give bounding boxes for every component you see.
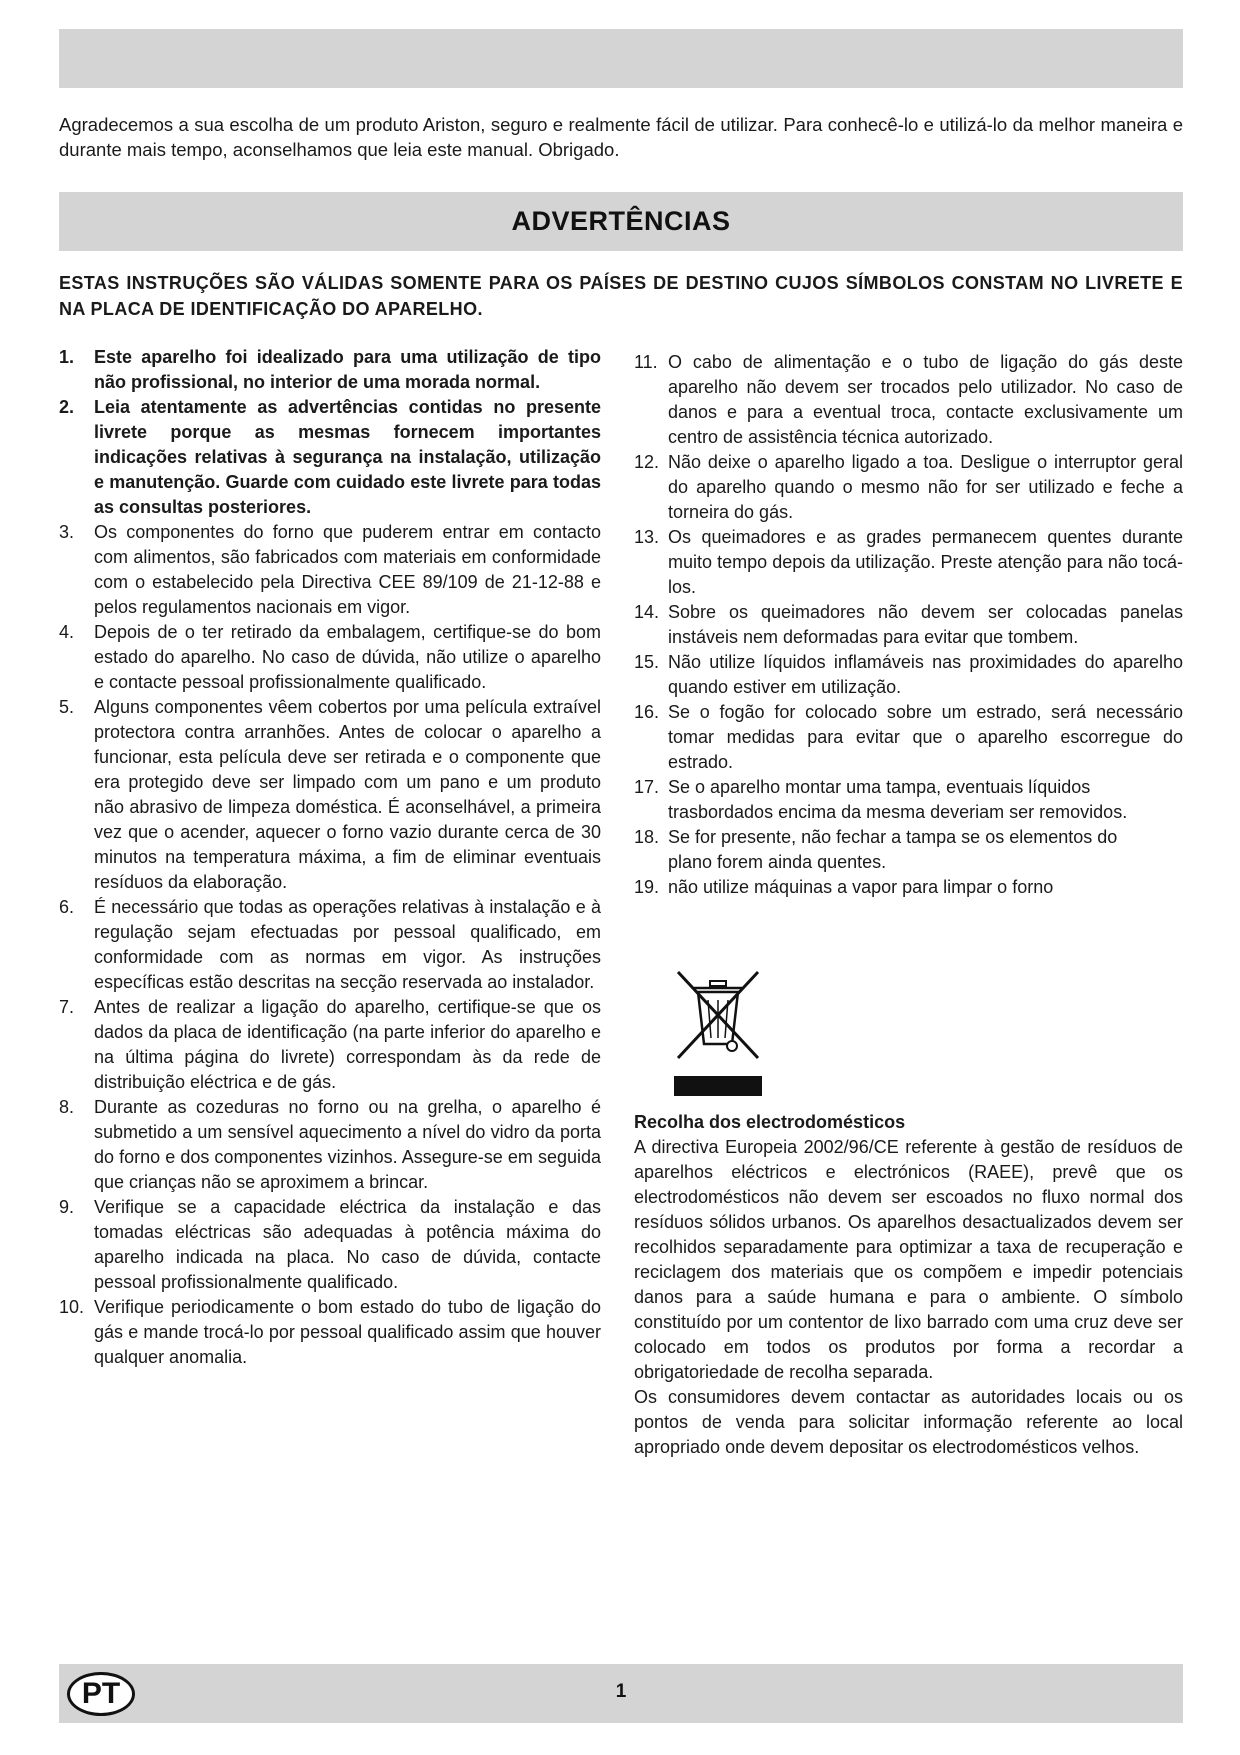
recycling-section [634, 1110, 1183, 1460]
list-item-text: Depois de o ter retirado da embalagem, certifique-se do bom estado do aparelho. No caso de dúvida, não utilize o aparelho e contacte pessoal profissionalmente qualificado. [94, 622, 601, 692]
list-item [59, 1195, 601, 1295]
list-item [634, 450, 1183, 525]
list-item-number: 17. [634, 777, 660, 797]
list-item [59, 1095, 601, 1195]
recycling-paragraph: Os consumidores devem contactar as autoridades locais ou os pontos de venda para solicitar informação referente ao local apropriado onde devem depositar os electrodomésticos velhos. [634, 1387, 1183, 1457]
list-item-text: Verifique se a capacidade eléctrica da instalação e das tomadas eléctricas são adequadas à potência máxima do aparelho indicada na placa. No caso de dúvida, contacte pessoal profissionalmente qualificado. [94, 1197, 601, 1292]
list-item-number: 15. [634, 652, 660, 672]
list-item-text: Leia atentamente as advertências contidas no presente livrete porque as mesmas fornecem importantes indicações relativas à segurança na instalação, utilização e manutenção. Guarde com cuidado este livrete para todas as consultas posteriores. [94, 397, 601, 517]
warnings-list-left [59, 345, 601, 1370]
validity-notice: ESTAS INSTRUÇÕES SÃO VÁLIDAS SOMENTE PARA OS PAÍSES DE DESTINO CUJOS SÍMBOLOS CONSTAM NO LIVRETE E NA PLACA DE IDENTIFICAÇÃO DO APARELHO. [59, 273, 1183, 319]
list-item [59, 620, 601, 695]
list-item-text: Não utilize líquidos inflamáveis nas proximidades do aparelho quando estiver em utilização. [668, 652, 1183, 697]
list-item-text: Alguns componentes vêem cobertos por uma película extraível protectora contra arranhões. Antes de colocar o aparelho a funcionar, esta película deve ser retirada e o componente que era protegido deve ser limpado com um pano e um produto não abrasivo de limpeza doméstica. É aconselhável, a primeira vez que o acender, aquecer o forno vazio durante cerca de 30 minutos na temperatura máxima, a fim de eliminar eventuais resíduos da elaboração. [94, 697, 601, 892]
list-item-text: Antes de realizar a ligação do aparelho, certifique-se que os dados da placa de identificação (na parte inferior do aparelho e na última página do livrete) correspondam às da rede de distribuição eléctrica e de gás. [94, 997, 601, 1092]
list-item-text: O cabo de alimentação e o tubo de ligação do gás deste aparelho não devem ser trocados pelo utilizador. No caso de danos e para a eventual troca, contacte exclusivamente um centro de assistência técnica autorizado. [668, 352, 1183, 447]
list-item-number: 19. [634, 877, 660, 897]
list-item-number: 12. [634, 452, 660, 472]
list-item-number: 10. [59, 1297, 85, 1317]
list-item [634, 700, 1183, 775]
list-item [634, 350, 1183, 450]
list-item-text: Os queimadores e as grades permanecem quentes durante muito tempo depois da utilização. Preste atenção para não tocá-los. [668, 527, 1183, 597]
list-item [634, 650, 1183, 700]
list-item [59, 395, 601, 520]
list-item-number: 4. [59, 622, 75, 642]
header-bar [59, 29, 1183, 88]
recycling-heading: Recolha dos electrodomésticos [634, 1112, 906, 1132]
list-item-text: Os componentes do forno que puderem entrar em contacto com alimentos, são fabricados com materiais em conformidade com o estabelecido pela Directiva CEE 89/109 de 21-12-88 e pelos regulamentos nacionais em vigor. [94, 522, 601, 617]
list-item-number: 6. [59, 897, 75, 917]
list-item-number: 13. [634, 527, 660, 547]
list-item-number: 16. [634, 702, 660, 722]
list-item [59, 1295, 601, 1370]
intro-paragraph: Agradecemos a sua escolha de um produto Ariston, seguro e realmente fácil de utilizar. Para conhecê-lo e utilizá-lo da melhor maneira e durante mais tempo, aconselhamos que leia este manual. Obrigado. [59, 114, 1183, 160]
list-item-number: 18. [634, 827, 660, 847]
warnings-list-right [634, 350, 1183, 900]
language-badge: PT [67, 1672, 135, 1716]
page-number: 1 [615, 1681, 627, 1702]
list-item [59, 895, 601, 995]
list-item-text: Durante as cozeduras no forno ou na grelha, o aparelho é submetido a um sensível aquecimento a nível do vidro da porta do forno e dos componentes vizinhos. Assegure-se em seguida que crianças não se aproximem a brincar. [94, 1097, 601, 1192]
list-item [634, 525, 1183, 600]
list-item-number: 11. [634, 352, 658, 372]
list-item-text: Se o fogão for colocado sobre um estrado, será necessário tomar medidas para evitar que o aparelho escorregue do estrado. [668, 702, 1183, 772]
list-item-number: 2. [59, 397, 75, 417]
list-item-text: É necessário que todas as operações relativas à instalação e à regulação sejam efectuadas por pessoal qualificado, em conformidade com as normas em vigor. As instruções específicas estão descritas na secção reservada ao instalador. [94, 897, 601, 992]
list-item-number: 14. [634, 602, 660, 622]
recycling-paragraph: A directiva Europeia 2002/96/CE referente à gestão de resíduos de aparelhos eléctricos e electrónicos (RAEE), prevê que os electrodomésticos não devem ser escoados no fluxo normal dos resíduos sólidos urbanos. Os aparelhos desactualizados devem ser recolhidos separadamente para optimizar a taxa de recuperação e reciclagem dos materiais que os compõem e impedir potenciais danos para a saúde humana e para o ambiente. O símbolo constituído por um contentor de lixo barrado com uma cruz deve ser colocado em todos os produtos por forma a recordar a obrigatoriedade de recolha separada. [634, 1137, 1183, 1382]
footer-bar [59, 1664, 1183, 1723]
list-item-text: Sobre os queimadores não devem ser colocadas panelas instáveis nem deformadas para evitar que tombem. [668, 602, 1183, 647]
list-item-number: 1. [59, 347, 75, 367]
list-item-number: 7. [59, 997, 75, 1017]
list-item [634, 600, 1183, 650]
list-item-number: 3. [59, 522, 75, 542]
list-item [59, 520, 601, 620]
list-item [59, 345, 601, 395]
list-item-text: Verifique periodicamente o bom estado do tubo de ligação do gás e mande trocá-lo por pessoal qualificado assim que houver qualquer anomalia. [94, 1297, 601, 1367]
list-item-text: Não deixe o aparelho ligado a toa. Desligue o interruptor geral do aparelho quando o mesmo não for ser utilizado e feche a torneira do gás. [668, 452, 1183, 522]
list-item [59, 995, 601, 1095]
list-item [634, 875, 1183, 900]
list-item [634, 775, 1183, 825]
section-title: ADVERTÊNCIAS [511, 206, 731, 236]
list-item-text: Se for presente, não fechar a tampa se os elementos do plano forem ainda quentes. [668, 827, 1118, 872]
list-item [634, 825, 1183, 875]
list-item-number: 5. [59, 697, 75, 717]
list-item-number: 8. [59, 1097, 75, 1117]
weee-crossed-bin-icon [672, 962, 764, 1096]
list-item-number: 9. [59, 1197, 75, 1217]
list-item [59, 695, 601, 895]
list-item-text: Este aparelho foi idealizado para uma utilização de tipo não profissional, no interior de uma morada normal. [94, 347, 601, 392]
section-title-bar [59, 192, 1183, 251]
list-item-text: não utilize máquinas a vapor para limpar o forno [668, 877, 1054, 897]
list-item-text: Se o aparelho montar uma tampa, eventuais líquidos trasbordados encima da mesma deveriam ser removidos. [668, 777, 1128, 822]
